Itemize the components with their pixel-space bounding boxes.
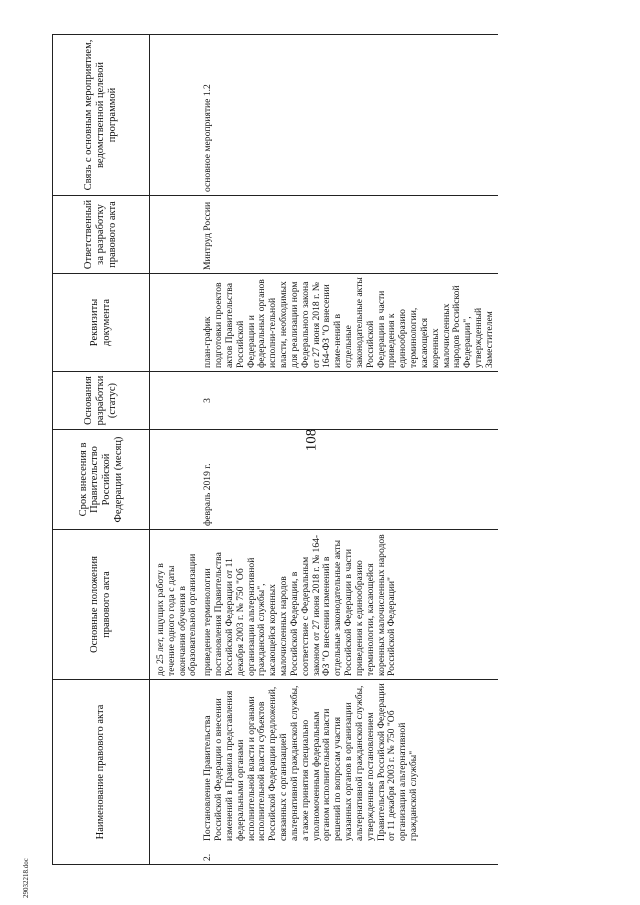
- cell-empty: [150, 372, 202, 430]
- cell-empty: [150, 430, 202, 530]
- header-requisites: Реквизиты документа: [53, 274, 150, 372]
- page-number: 108: [303, 428, 320, 452]
- cell-empty: [150, 274, 202, 372]
- cell-empty: [150, 680, 202, 865]
- table-header-row: [53, 35, 150, 865]
- cell-act-name: [201, 680, 497, 865]
- row-number: 2.: [202, 853, 214, 861]
- act-name-text: Постановление Правительства Российской Федерации о внесении изменений в Правила представления федеральными органами исполнительной власти и органами исполнительной власти субъектов Российской Федерации предложений, связанных с организацией альтернативной гражданской службы, а также принятия специально уполномоченным федеральным органом исполнительной власти решений по вопросам участия указанных органов в организации альтернативной гражданской службы, утвержденные постановлением Правительства Российской Федерации от 11 декабря 2003 г. № 750 "Об организации альтернативной гражданской службы": [202, 683, 420, 841]
- cell-empty: [150, 35, 202, 196]
- table-row-continuation: [150, 35, 202, 865]
- cell-relation: основное мероприятие 1.2: [201, 35, 497, 196]
- cell-provisions-continuation: до 25 лет, ищущих работу в течение одного года с даты окончания обучения в образовательной организации: [150, 530, 202, 680]
- table-row: [201, 35, 497, 865]
- rotated-table-page: [52, 35, 522, 865]
- footer-filename: 29032218.doc: [22, 858, 30, 898]
- cell-deadline: февраль 2019 г.: [201, 430, 497, 530]
- legal-acts-table: [52, 34, 498, 865]
- header-relation: Связь с основным мероприятием, ведомственной целевой программой: [53, 35, 150, 196]
- header-deadline: Срок внесения в Правительство Российской Федерации (месяц): [53, 430, 150, 530]
- cell-empty: [150, 196, 202, 274]
- header-basis: Основания разработки (статус): [53, 372, 150, 430]
- header-provisions: Основные положения правового акта: [53, 530, 150, 680]
- cell-responsible: Минтруд России: [201, 196, 497, 274]
- cell-provisions: приведение терминологии постановления Правительства Российской Федерации от 11 декабря 2003 г. № 750 "Об организации альтернативной гражданской службы", касающейся коренных малочисленных народов Российской Федерации, в соответствие с Федеральным законом от 27 июня 2018 г. № 164-ФЗ "О внесении изменений в отдельные законодательные акты Российской Федерации в части приведения к единообразию терминологии, касающейся коренных малочисленных народов Российской Федерации": [201, 530, 497, 680]
- header-responsible: Ответственный за разработку правового акта: [53, 196, 150, 274]
- cell-basis: 3: [201, 372, 497, 430]
- cell-requisites: план-график подготовки проектов актов Правительства Российской Федерации и федеральных органов исполни-тельной власти, необходимых для реализации норм Федерального закона от 27 июня 2018 г. № 164-ФЗ "О внесении изме-нений в отдельные законодательные акты Российской Федерации в части приведения к единообразию терминологии, касающейся коренных малочисленных народов Российской Федерации", утвержденный Заместителем: [201, 274, 497, 372]
- header-act-name: Наименование правового акта: [53, 680, 150, 865]
